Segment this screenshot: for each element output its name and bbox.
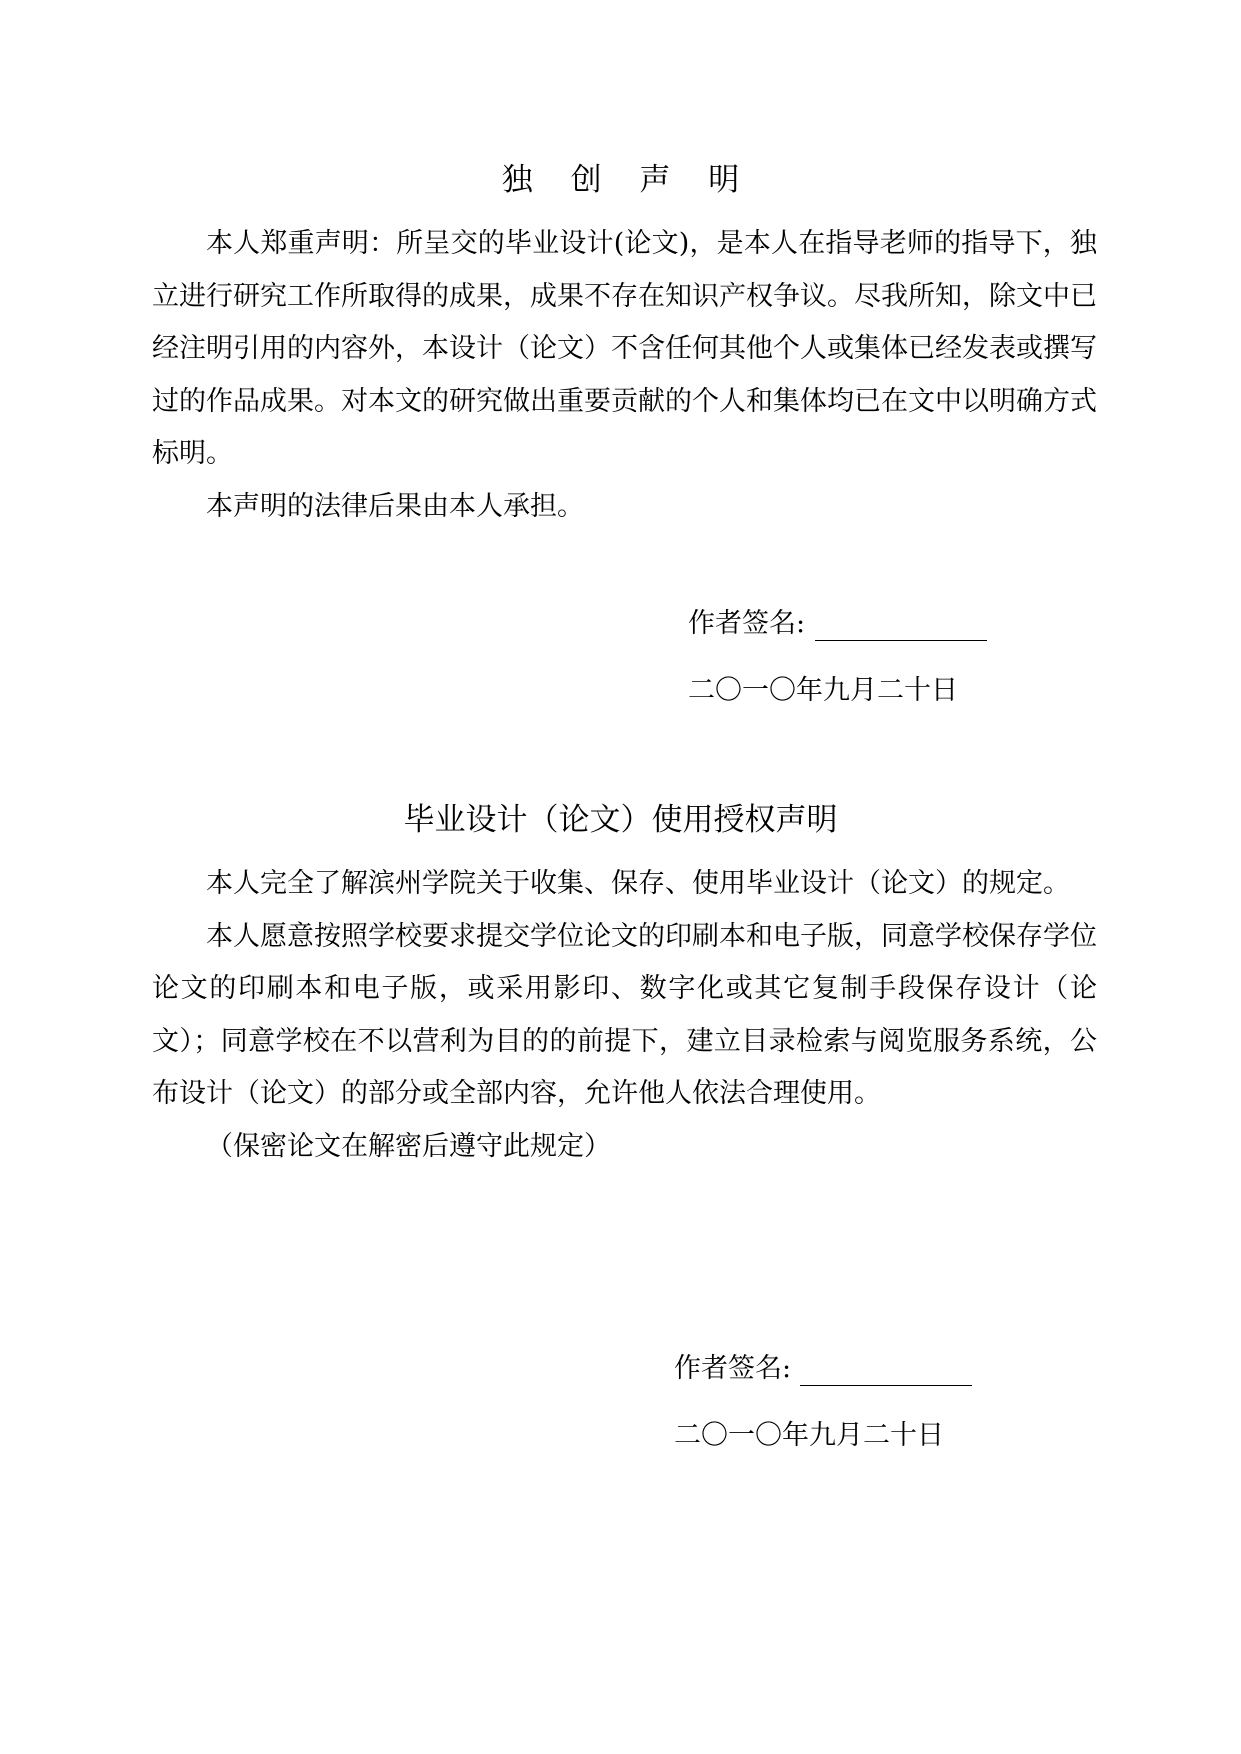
- author-signature-line: [800, 1385, 972, 1386]
- signature-date: 二〇一〇年九月二十日: [674, 1420, 944, 1451]
- author-signature-label: 作者签名:: [688, 608, 806, 639]
- authorization-paragraph-2: 本人愿意按照学校要求提交学位论文的印刷本和电子版，同意学校保存学位论文的印刷本和电子版，或采用影印、数字化或其它复制手段保存设计（论文）；同意学校在不以营利为目的的前提下，建立目录检索与阅览服务系统，公布设计（论文）的部分或全部内容，允许他人依法合理使用。: [152, 920, 1097, 1109]
- authorization-paragraph-1: 本人完全了解滨州学院关于收集、保存、使用毕业设计（论文）的规定。: [206, 868, 1070, 899]
- signature-date: 二〇一〇年九月二十日: [688, 675, 958, 706]
- author-signature-line: [815, 640, 987, 641]
- authorization-paragraph-3: （保密论文在解密后遵守此规定）: [206, 1130, 611, 1162]
- originality-paragraph-2: 本声明的法律后果由本人承担。: [206, 490, 584, 522]
- author-signature-label: 作者签名:: [674, 1353, 792, 1384]
- authorization-declaration-title: 毕业设计（论文）使用授权声明: [403, 802, 838, 838]
- originality-paragraph-1: 本人郑重声明：所呈交的毕业设计(论文)，是本人在指导老师的指导下，独立进行研究工作所取得的成果，成果不存在知识产权争议。尽我所知，除文中已经注明引用的内容外，本设计（论文）不含任何其他个人或集体已经发表或撰写过的作品成果。对本文的研究做出重要贡献的个人和集体均已在文中以明确方式标明。: [152, 228, 1097, 469]
- authorization-declaration-body: [152, 858, 1097, 1173]
- originality-declaration-body: [152, 218, 1097, 533]
- originality-declaration-title: 独 创 声 明: [501, 162, 754, 198]
